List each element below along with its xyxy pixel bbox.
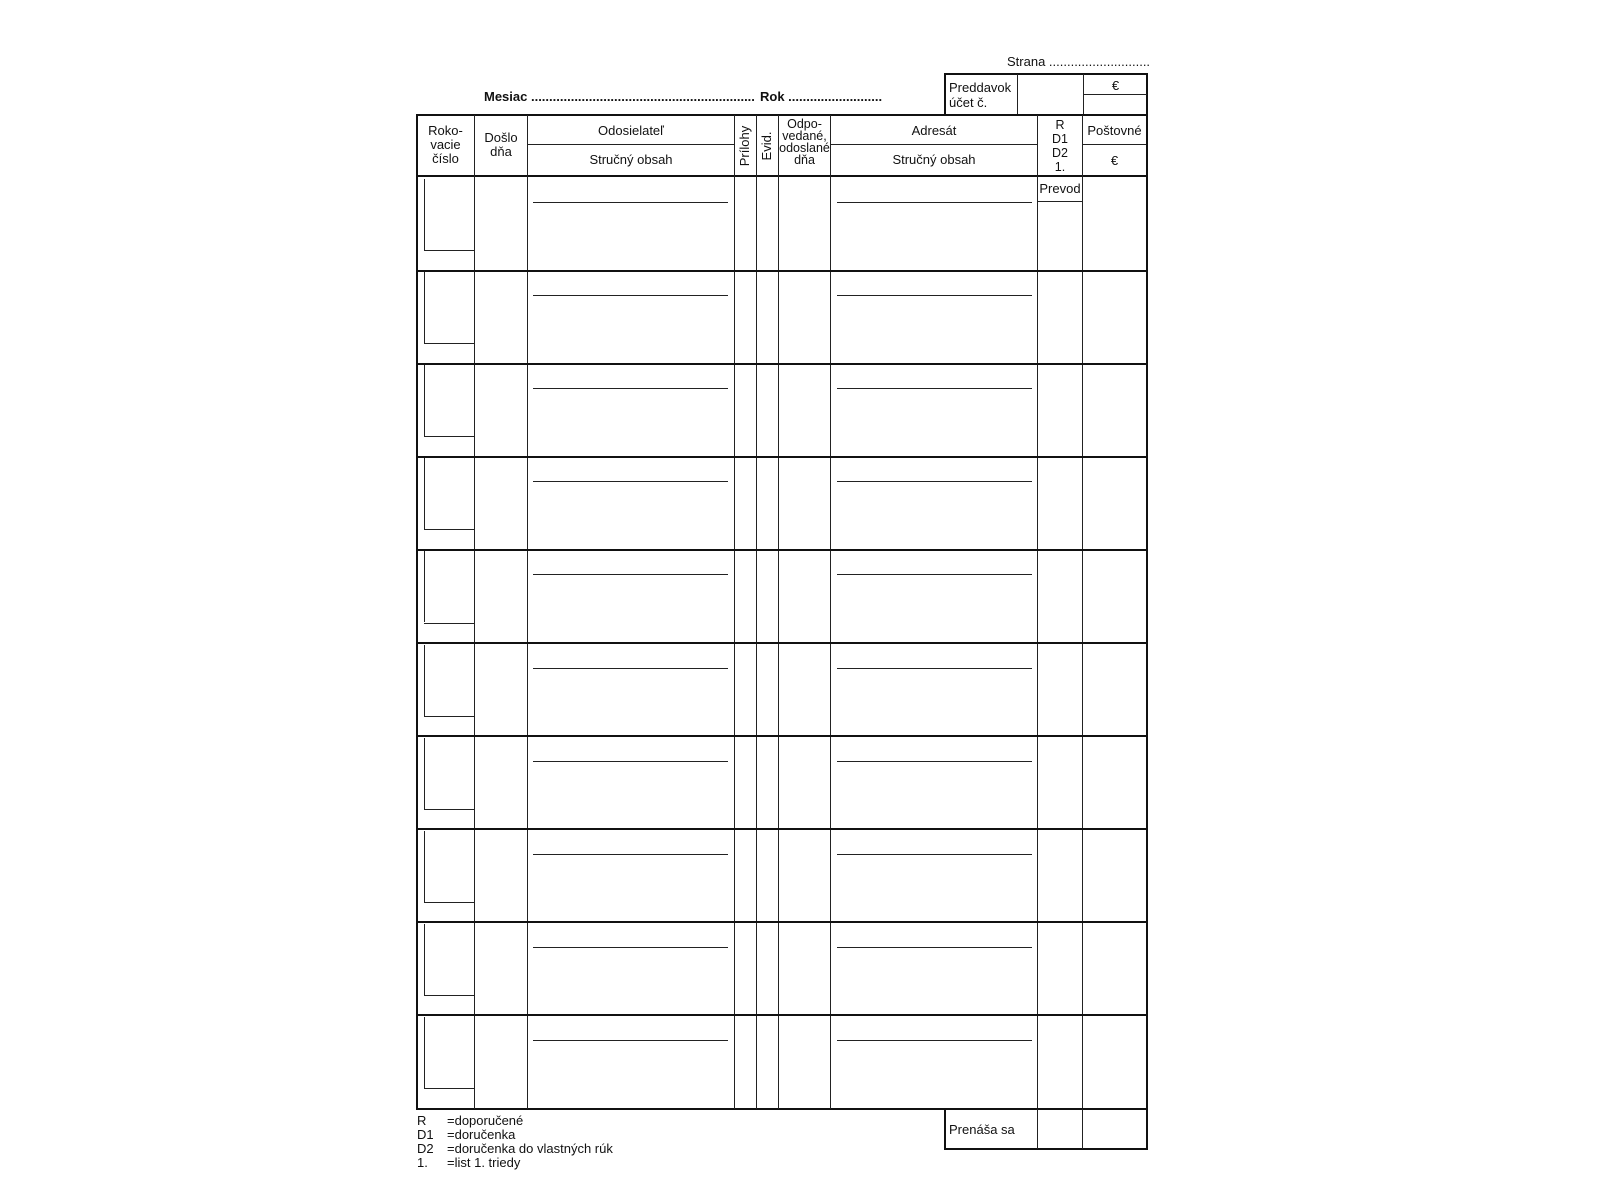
table-row[interactable]: [417, 1015, 1147, 1108]
addressee-name-line: [837, 1040, 1032, 1041]
sender-name-line: [533, 388, 728, 389]
table-row[interactable]: [417, 736, 1147, 829]
advance-label-line1: Preddavok: [949, 80, 1012, 95]
reference-number-box: [424, 902, 474, 903]
table-row[interactable]: [417, 177, 1147, 270]
page-number-field[interactable]: Strana ............................: [1007, 54, 1151, 69]
sender-name-line: [533, 761, 728, 762]
table-row[interactable]: [417, 270, 1147, 363]
reference-number-box: [424, 716, 474, 717]
advance-label-line2: účet č.: [949, 95, 988, 110]
reference-number-box: [424, 529, 474, 530]
col-evid: Evid.: [759, 131, 774, 161]
col-odpovedane-dna: Odpo- vedané, odoslané dňa: [779, 117, 830, 167]
col-r-d1-d2: R D1 D2 1.: [1052, 118, 1068, 174]
reference-number-box: [424, 250, 474, 251]
year-field[interactable]: Rok ..........................: [760, 89, 883, 104]
table-row[interactable]: [417, 922, 1147, 1015]
addressee-name-line: [837, 202, 1032, 203]
addressee-name-line: [837, 295, 1032, 296]
advance-euro-label: €: [1111, 78, 1120, 93]
sender-name-line: [533, 202, 728, 203]
sender-name-line: [533, 947, 728, 948]
addressee-name-line: [837, 574, 1032, 575]
col-adresat: Adresát: [911, 123, 957, 138]
sender-name-line: [533, 481, 728, 482]
table-row[interactable]: [417, 549, 1147, 642]
addressee-name-line: [837, 947, 1032, 948]
col-strucny-obsah-sender: Stručný obsah: [589, 152, 673, 167]
sender-name-line: [533, 668, 728, 669]
reference-number-box: [424, 436, 474, 437]
table-row[interactable]: [417, 363, 1147, 456]
col-rokovacie-cislo: Roko- vacie číslo: [428, 123, 463, 166]
month-field[interactable]: Mesiac ..............................................................: [484, 89, 755, 104]
reference-number-box: [424, 1088, 474, 1089]
addressee-name-line: [837, 668, 1032, 669]
col-strucny-obsah-addressee: Stručný obsah: [892, 152, 976, 167]
col-postovne-euro: €: [1110, 153, 1119, 168]
sender-name-line: [533, 854, 728, 855]
reference-number-box: [424, 809, 474, 810]
reference-number-box: [424, 995, 474, 996]
col-prilohy: Prílohy: [737, 125, 752, 167]
addressee-name-line: [837, 481, 1032, 482]
col-doslo-dna: Došlo dňa: [484, 130, 518, 159]
table-row[interactable]: [417, 456, 1147, 549]
col-postovne: Poštovné: [1087, 123, 1142, 138]
table-row[interactable]: [417, 643, 1147, 736]
carry-forward-label: Prenáša sa: [949, 1122, 1015, 1137]
carry-over-label: Prevod: [1039, 181, 1081, 196]
sender-name-line: [533, 295, 728, 296]
addressee-name-line: [837, 854, 1032, 855]
sender-name-line: [533, 1040, 728, 1041]
reference-number-box: [424, 343, 474, 344]
reference-number-box: [424, 623, 474, 624]
addressee-name-line: [837, 388, 1032, 389]
addressee-name-line: [837, 761, 1032, 762]
table-row[interactable]: [417, 829, 1147, 922]
sender-name-line: [533, 574, 728, 575]
col-odosielatel: Odosielateľ: [598, 123, 664, 138]
